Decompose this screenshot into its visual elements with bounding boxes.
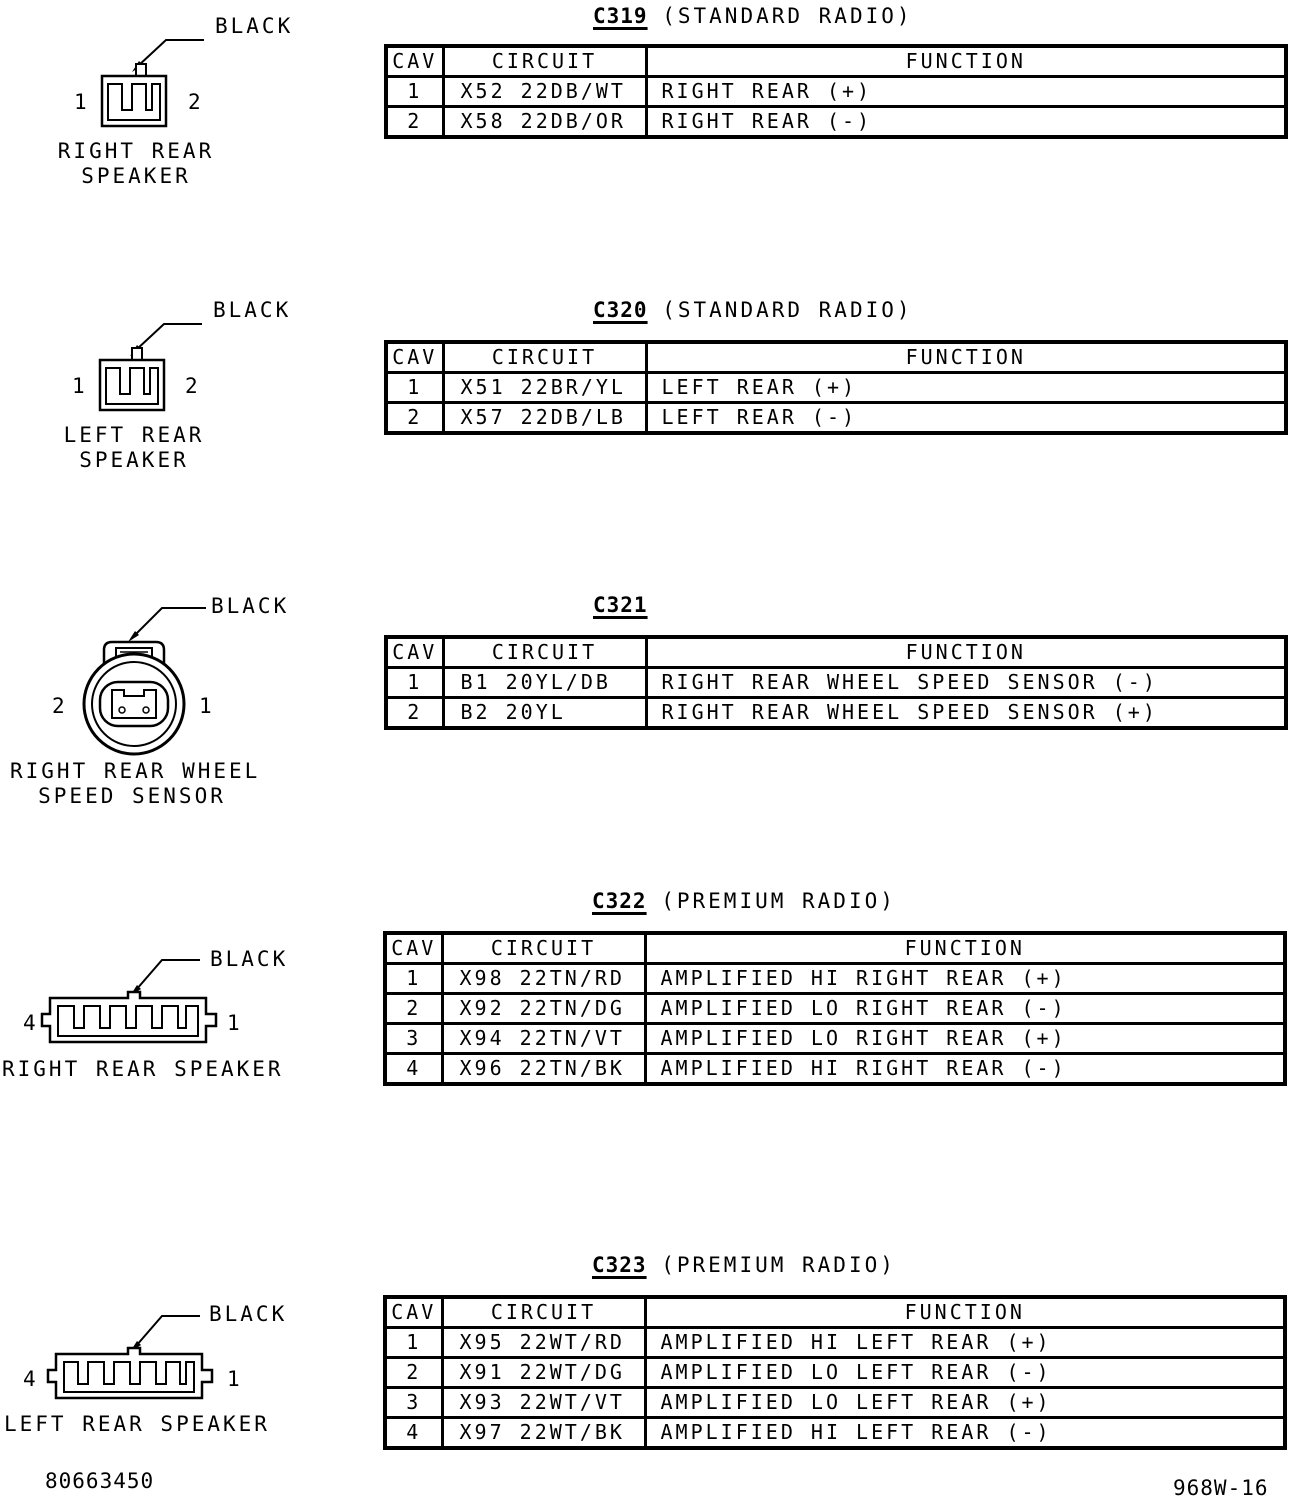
- header-circuit: CIRCUIT: [442, 1297, 645, 1328]
- table-row: [385, 1328, 1285, 1358]
- cell-cav: 2: [386, 107, 443, 138]
- header-function: FUNCTION: [646, 46, 1286, 77]
- header-cav: CAV: [385, 933, 442, 964]
- cell-function: RIGHT REAR WHEEL SPEED SENSOR (+): [646, 698, 1286, 729]
- header-circuit: CIRCUIT: [443, 342, 646, 373]
- connector-name-line-2: SPEAKER: [79, 448, 189, 472]
- header-cav: CAV: [385, 1297, 442, 1328]
- table-row: [385, 994, 1285, 1024]
- table-row: [386, 107, 1286, 138]
- connector-id: C323: [592, 1253, 647, 1277]
- pin-label-right: 2: [185, 374, 201, 398]
- table-row: [386, 373, 1286, 403]
- connector-name-line-2: SPEED SENSOR: [38, 784, 226, 808]
- cell-function: RIGHT REAR (+): [646, 77, 1286, 107]
- pinout-table: [383, 931, 1287, 1086]
- speaker-connector-2pin-icon: [94, 306, 214, 416]
- table-title: [593, 6, 913, 27]
- pin-label-left: 1: [74, 90, 90, 114]
- connector-color-label: BLACK: [211, 594, 290, 618]
- connector-qualifier: (STANDARD RADIO): [662, 298, 913, 322]
- table-row: [386, 77, 1286, 107]
- cell-circuit: X96 22TN/BK: [442, 1054, 645, 1085]
- cell-cav: 1: [386, 373, 443, 403]
- table-title: [593, 595, 648, 616]
- table-header-row: [386, 342, 1286, 373]
- header-function: FUNCTION: [646, 637, 1286, 668]
- connector-color-label: BLACK: [209, 1302, 288, 1326]
- table-header-row: [386, 46, 1286, 77]
- cell-function: AMPLIFIED HI LEFT REAR (-): [645, 1418, 1285, 1449]
- cell-function: LEFT REAR (+): [646, 373, 1286, 403]
- cell-cav: 1: [386, 668, 443, 698]
- pin-label-right: 1: [227, 1367, 243, 1391]
- connector-color-label: BLACK: [215, 14, 294, 38]
- table-row: [386, 698, 1286, 729]
- pin-label-left: 2: [52, 694, 68, 718]
- cell-circuit: B2 20YL: [443, 698, 646, 729]
- cell-function: RIGHT REAR (-): [646, 107, 1286, 138]
- header-cav: CAV: [386, 637, 443, 668]
- cell-function: AMPLIFIED HI RIGHT REAR (-): [645, 1054, 1285, 1085]
- cell-cav: 4: [385, 1054, 442, 1085]
- cell-cav: 1: [385, 964, 442, 994]
- figure-id: 968W-16: [1173, 1476, 1269, 1500]
- table-row: [385, 1388, 1285, 1418]
- cell-function: AMPLIFIED LO RIGHT REAR (-): [645, 994, 1285, 1024]
- cell-cav: 1: [386, 77, 443, 107]
- header-circuit: CIRCUIT: [442, 933, 645, 964]
- table-row: [385, 1358, 1285, 1388]
- part-number: 80663450: [45, 1469, 155, 1493]
- connector-color-label: BLACK: [210, 947, 289, 971]
- connector-name-line-1: RIGHT REAR WHEEL: [10, 759, 261, 783]
- table-title: [593, 300, 913, 321]
- cell-function: LEFT REAR (-): [646, 403, 1286, 434]
- wheel-speed-sensor-connector-icon: [76, 598, 216, 758]
- cell-function: AMPLIFIED HI LEFT REAR (+): [645, 1328, 1285, 1358]
- cell-circuit: X97 22WT/BK: [442, 1418, 645, 1449]
- cell-circuit: X52 22DB/WT: [443, 77, 646, 107]
- pin-label-left: 4: [23, 1011, 39, 1035]
- table-row: [385, 1024, 1285, 1054]
- table-title: [592, 1255, 896, 1276]
- table-header-row: [385, 1297, 1285, 1328]
- pinout-table: [384, 44, 1288, 139]
- pin-label-right: 1: [199, 694, 215, 718]
- connector-name-line-2: SPEAKER: [81, 164, 191, 188]
- table-header-row: [385, 933, 1285, 964]
- cell-circuit: X91 22WT/DG: [442, 1358, 645, 1388]
- header-cav: CAV: [386, 46, 443, 77]
- connector-name-line-1: RIGHT REAR: [57, 139, 215, 163]
- connector-qualifier: (PREMIUM RADIO): [661, 889, 896, 913]
- cell-circuit: X94 22TN/VT: [442, 1024, 645, 1054]
- header-circuit: CIRCUIT: [443, 637, 646, 668]
- cell-function: AMPLIFIED LO LEFT REAR (+): [645, 1388, 1285, 1418]
- header-function: FUNCTION: [645, 933, 1285, 964]
- cell-circuit: X92 22TN/DG: [442, 994, 645, 1024]
- connector-id: C322: [592, 889, 647, 913]
- cell-cav: 2: [386, 403, 443, 434]
- connector-id: C321: [593, 593, 648, 617]
- cell-function: AMPLIFIED LO RIGHT REAR (+): [645, 1024, 1285, 1054]
- table-header-row: [386, 637, 1286, 668]
- pinout-table: [384, 635, 1288, 730]
- cell-circuit: X57 22DB/LB: [443, 403, 646, 434]
- pinout-table: [383, 1295, 1287, 1450]
- header-function: FUNCTION: [646, 342, 1286, 373]
- cell-cav: 2: [385, 994, 442, 1024]
- cell-circuit: X95 22WT/RD: [442, 1328, 645, 1358]
- connector-color-label: BLACK: [213, 298, 292, 322]
- connector-qualifier: (STANDARD RADIO): [662, 4, 913, 28]
- pin-label-right: 1: [227, 1011, 243, 1035]
- table-title: [592, 891, 896, 912]
- cell-cav: 2: [386, 698, 443, 729]
- cell-function: RIGHT REAR WHEEL SPEED SENSOR (-): [646, 668, 1286, 698]
- table-row: [386, 403, 1286, 434]
- cell-circuit: B1 20YL/DB: [443, 668, 646, 698]
- pin-label-left: 4: [23, 1367, 39, 1391]
- table-row: [385, 964, 1285, 994]
- pinout-table: [384, 340, 1288, 435]
- cell-cav: 3: [385, 1024, 442, 1054]
- cell-cav: 3: [385, 1388, 442, 1418]
- cell-function: AMPLIFIED LO LEFT REAR (-): [645, 1358, 1285, 1388]
- table-row: [386, 668, 1286, 698]
- cell-circuit: X51 22BR/YL: [443, 373, 646, 403]
- pin-label-right: 2: [188, 90, 204, 114]
- cell-circuit: X58 22DB/OR: [443, 107, 646, 138]
- cell-circuit: X98 22TN/RD: [442, 964, 645, 994]
- cell-cav: 1: [385, 1328, 442, 1358]
- cell-function: AMPLIFIED HI RIGHT REAR (+): [645, 964, 1285, 994]
- cell-cav: 2: [385, 1358, 442, 1388]
- table-row: [385, 1054, 1285, 1085]
- header-function: FUNCTION: [645, 1297, 1285, 1328]
- header-circuit: CIRCUIT: [443, 46, 646, 77]
- connector-name-line-1: LEFT REAR: [63, 423, 205, 447]
- connector-qualifier: (PREMIUM RADIO): [661, 1253, 896, 1277]
- table-row: [385, 1418, 1285, 1449]
- speaker-connector-2pin-icon: [96, 22, 216, 132]
- cell-circuit: X93 22WT/VT: [442, 1388, 645, 1418]
- cell-cav: 4: [385, 1418, 442, 1449]
- connector-id: C319: [593, 4, 648, 28]
- header-cav: CAV: [386, 342, 443, 373]
- pin-label-left: 1: [72, 374, 88, 398]
- connector-id: C320: [593, 298, 648, 322]
- connector-name-line-1: RIGHT REAR SPEAKER: [2, 1057, 284, 1081]
- connector-name-line-1: LEFT REAR SPEAKER: [4, 1412, 270, 1436]
